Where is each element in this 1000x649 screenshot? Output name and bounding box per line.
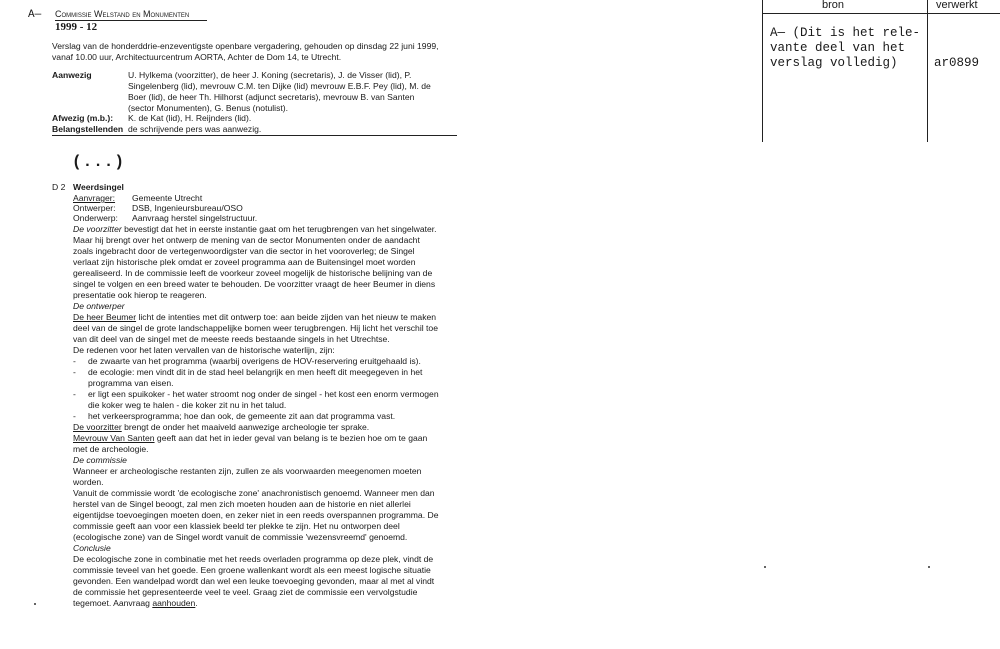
bullet-text: programma van eisen. [88, 378, 174, 388]
para-line: worden. [73, 477, 104, 487]
para-line: eigentijdse toevoegingen moeten doen, en zeker niet in een reeds overspannen programma. De [73, 510, 439, 520]
para-line: herstel van de Singel beoogt, zal men zich moeten houden aan de historie en niet allerlei [73, 499, 411, 509]
meta-label: Ontwerper: [73, 203, 116, 213]
meta-value: Aanvraag herstel singelstructuur. [132, 213, 258, 223]
col-header-source: bron [822, 0, 845, 11]
bullet-text: de zwaarte van het programma (waarbij overigens de HOV-reservering eruitgehaald is). [88, 356, 421, 366]
meta-label: Aanvrager: [73, 193, 116, 203]
para-line: Vanuit de commissie wordt 'de ecologische zone' anachronistisch genoemd. Wanneer men dan [73, 488, 435, 498]
intro-line-2: vanaf 10.00 uur, Architectuurcentrum AORTA, Achter de Dom 14, te Utrecht. [52, 52, 342, 62]
bullet-text: het verkeersprogramma; hoe dan ook, de gemeente zit aan dat programma vast. [88, 411, 396, 421]
speaker-name: De voorzitter [73, 422, 122, 432]
speaker-name: De heer Beumer [73, 312, 137, 322]
bullet-text: er ligt een spuikoker - het water stroomt nog onder de singel - het kost een enorm vermogen [88, 389, 439, 399]
bullet-dash: - [73, 411, 76, 421]
org-name: Commissie Welstand en Monumenten [55, 9, 190, 19]
para-line: De ecologische zone in combinatie met het reeds overladen programma op deze plek, vindt de [73, 554, 434, 564]
para-end: . [195, 598, 198, 608]
header-rule [52, 135, 457, 136]
para-line [73, 598, 198, 609]
absent-value: K. de Kat (lid), H. Reijnders (lid). [128, 113, 252, 123]
scan-speck [928, 566, 930, 568]
para-line: deel van de singel de grote landschappelijke bomen weer terugbrengen. Hij licht het verschil toe [73, 323, 438, 333]
speaker-name: De voorzitter [73, 224, 122, 234]
para-line: singel te volgen en een breed water te behouden. De voorzitter vraagt de heer Beumer in diens [73, 279, 436, 289]
scan-speck [34, 603, 36, 605]
present-line: (sector Monumenten), G. Benus (notulist). [128, 103, 289, 113]
para-line: Maar hij brengt over het ontwerp de mening van de sector Monumenten onder de aandacht [73, 235, 420, 245]
para-line: gevonden. Een wandelpad wordt dan wel een leuke toevoeging gevonden, maar al met al vindt [73, 576, 435, 586]
source-note [770, 26, 920, 71]
bullet-text: die koker weg te halen - die koker zit nu in het talud. [88, 400, 287, 410]
para-text: geeft aan dat het in ieder geval van belang is te bezien hoe om te gaan [154, 433, 428, 443]
item-code: D 2 [52, 182, 66, 192]
para-line: zoals ingebracht door de vertegenwoordigster van die sector in het vooroverleg; de Singel [73, 246, 415, 256]
para-text: tegemoet. Aanvraag [73, 598, 153, 608]
para-text: brengt de onder het maaiveld aanwezige archeologie ter sprake. [121, 422, 370, 432]
para-text: licht de intenties met dit ontwerp toe: aan beide zijden van het nieuw te maken [136, 312, 437, 322]
para-line [73, 312, 436, 323]
speaker-name: Mevrouw Van Santen [73, 433, 155, 443]
interested-value: de schrijvende pers was aanwezig. [128, 124, 262, 134]
present-line: U. Hylkema (voorzitter), de heer J. Koning (secretaris), J. de Visser (lid), P. [128, 70, 412, 80]
subheading-conclusion: Conclusie [73, 543, 111, 553]
present-line: Boer (lid), de heer Th. Hilhorst (adjunct secretaris), mevrouw B. van Santen [128, 92, 415, 102]
bullet-dash: - [73, 367, 76, 377]
meta-value: Gemeente Utrecht [132, 193, 203, 203]
absent-label: Afwezig (m.b.): [52, 113, 114, 123]
para-line: van dit deel van de singel met de meeste reeds bestaande singels in het Utrechtse. [73, 334, 390, 344]
para-line: commissie geeft aan voor een klassiek beeld ter plekke te zijn. Het nu ontworpen deel [73, 521, 400, 531]
table-divider [927, 0, 928, 142]
source-note-line: vante deel van het [770, 41, 906, 55]
bullet-dash: - [73, 356, 76, 366]
subheading-designer: De ontwerper [73, 301, 125, 311]
present-label: Aanwezig [52, 70, 92, 80]
table-header-rule [762, 13, 1000, 14]
scan-speck [764, 566, 766, 568]
omission-marker: (...) [72, 153, 126, 171]
source-note-line: A— (Dit is het rele- [770, 26, 921, 40]
para-line: (ecologische zone) van de Singel wordt vanuit de commissie 'wezensvreemd' genoemd. [73, 532, 408, 542]
para-line [73, 433, 427, 444]
bullet-text: de ecologie: men vindt dit in de stad heel belangrijk en men heeft dit meegegeven in het [88, 367, 423, 377]
para-line: verlaat zijn historische plek omdat er zoveel programma aan de Buitensingel moet worden [73, 257, 416, 267]
archive-reference: ar0899 [934, 56, 980, 70]
para-line [73, 224, 437, 235]
para-line: de commissie het gepresenteerde veel te veel. Graag ziet de commissie een vervolgstudie [73, 587, 418, 597]
para-line: De redenen voor het laten vervallen van de historische waterlijn, zijn: [73, 345, 335, 355]
subheading-commission: De commissie [73, 455, 127, 465]
year-number: 1999 - 12 [55, 21, 98, 33]
col-header-processed: verwerkt [936, 0, 978, 11]
meta-label: Onderwerp: [73, 213, 118, 223]
present-line: Singelenberg (lid), mevrouw C.M. ten Dijke (lid) mevrouw E.B.F. Pey (lid), M. de [128, 81, 431, 91]
source-note-line: verslag volledig) [770, 56, 898, 70]
para-line [73, 422, 369, 433]
para-line: commissie teveel van het goede. Een groene wallenkant wordt als een meest logische situatie [73, 565, 431, 575]
meta-value: DSB, Ingenieursbureau/OSO [132, 203, 243, 213]
intro-line-1: Verslag van de honderddrie-enzeventigste openbare vergadering, gehouden op dinsdag 22 juni 1999, [52, 41, 439, 51]
para-line: presentatie ook hierop te reageren. [73, 290, 207, 300]
para-line: Wanneer er archeologische restanten zijn, zullen ze als voorwaarden meegenomen moeten [73, 466, 422, 476]
para-text: bevestigt dat het in eerste instantie gaat om het terugbrengen van het singelwater. [121, 224, 437, 234]
decision: aanhouden [152, 598, 196, 608]
interested-label: Belangstellenden [52, 124, 124, 134]
para-line: met de archeologie. [73, 444, 149, 454]
table-border-left [762, 0, 763, 142]
para-line: gerealiseerd. In de commissie leeft de voorkeur zoveel mogelijk de historische belijning van de [73, 268, 433, 278]
bullet-dash: - [73, 389, 76, 399]
margin-mark: A— [28, 9, 42, 21]
item-title: Weerdsingel [73, 182, 124, 192]
